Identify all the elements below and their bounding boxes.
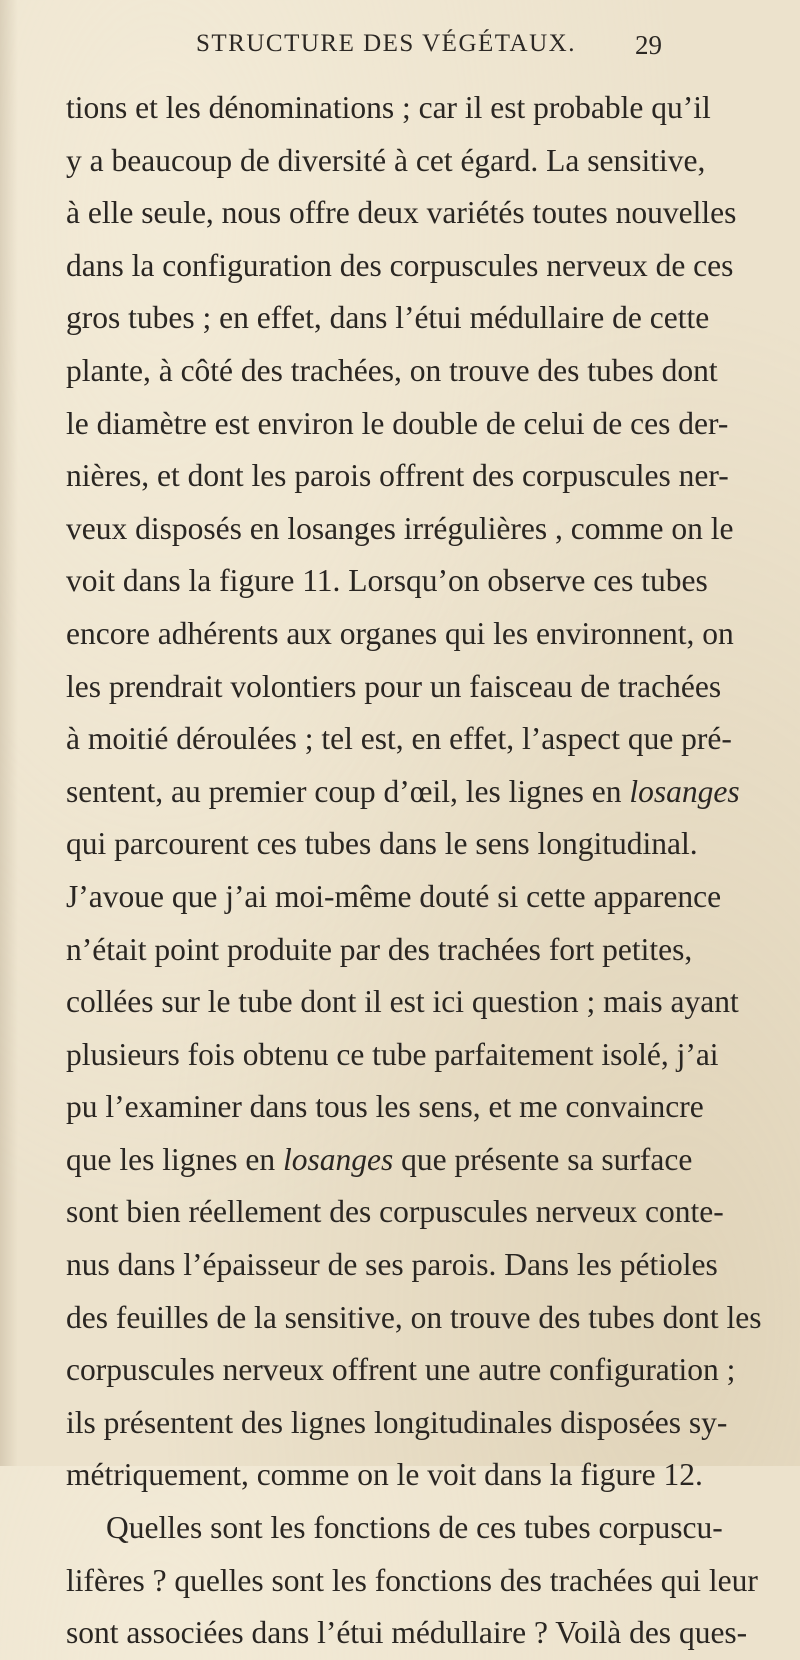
text-line: des feuilles de la sensitive, on trouve des tubes dont les [66,1299,762,1335]
page-number: 29 [635,30,662,60]
text-line: les prendrait volontiers pour un faisceau de trachées [66,668,722,704]
page-edge-shadow [0,0,18,1466]
text-run: sentent, au premier coup d’œil, les lignes en [66,773,630,809]
text-line: encore adhérents aux organes qui les environnent, on [66,615,734,651]
text-run: que les lignes en [66,1141,283,1177]
text-line: le diamètre est environ le double de celui de ces der- [66,405,729,441]
running-header [66,30,662,70]
text-line: dans la configuration des corpuscules nerveux de ces [66,247,734,283]
text-line: voit dans la figure 11. Lorsqu’on observe ces tubes [66,563,708,599]
text-line: à moitié déroulées ; tel est, en effet, l’aspect que pré- [66,721,732,757]
text-line-with-italic [66,1134,693,1187]
italic-term: losanges [282,1141,394,1177]
running-title: STRUCTURE DES VÉGÉTAUX. [196,30,576,57]
text-line: qui parcourent ces tubes dans le sens longitudinal. [66,826,698,862]
text-line: nières, et dont les parois offrent des corpuscules ner- [66,458,729,494]
text-line: y a beaucoup de diversité à cet égard. La sensitive, [66,142,706,178]
text-line: gros tubes ; en effet, dans l’étui médullaire de cette [66,300,710,336]
text-run: que présente sa surface [393,1141,693,1177]
text-line: plante, à côté des trachées, on trouve des tubes dont [66,352,718,388]
italic-term: losanges [629,773,740,809]
text-line: pu l’examiner dans tous les sens, et me convaincre [66,1089,704,1125]
paragraph-first-line: Quelles sont les fonctions de ces tubes corpuscu- [106,1510,723,1546]
text-line: collées sur le tube dont il est ici question ; mais ayant [66,984,739,1020]
text-line: lifères ? quelles sont les fonctions des trachées qui leur [66,1562,758,1598]
text-line: ils présentent des lignes longitudinales disposées sy- [66,1404,728,1440]
text-line: J’avoue que j’ai moi-même douté si cette apparence [66,878,722,914]
text-line: à elle seule, nous offre deux variétés toutes nouvelles [66,195,737,231]
text-line: nus dans l’épaisseur de ses parois. Dans les pétioles [66,1247,718,1283]
text-line: métriquement, comme on le voit dans la figure 12. [66,1457,703,1493]
text-line: veux disposés en losanges irrégulières , comme on le [66,510,734,546]
text-line: n’était point produite par des trachées fort petites, [66,931,693,967]
text-line: corpuscules nerveux offrent une autre configuration ; [66,1352,736,1388]
text-line: tions et les dénominations ; car il est probable qu’il [66,90,711,125]
text-line: plusieurs fois obtenu ce tube parfaitement isolé, j’ai [66,1036,719,1072]
text-line: sont associées dans l’étui médullaire ? Voilà des ques- [66,1615,748,1651]
body-text [66,82,762,1660]
text-line-with-italic [66,766,740,819]
text-line: sont bien réellement des corpuscules nerveux conte- [66,1194,724,1230]
